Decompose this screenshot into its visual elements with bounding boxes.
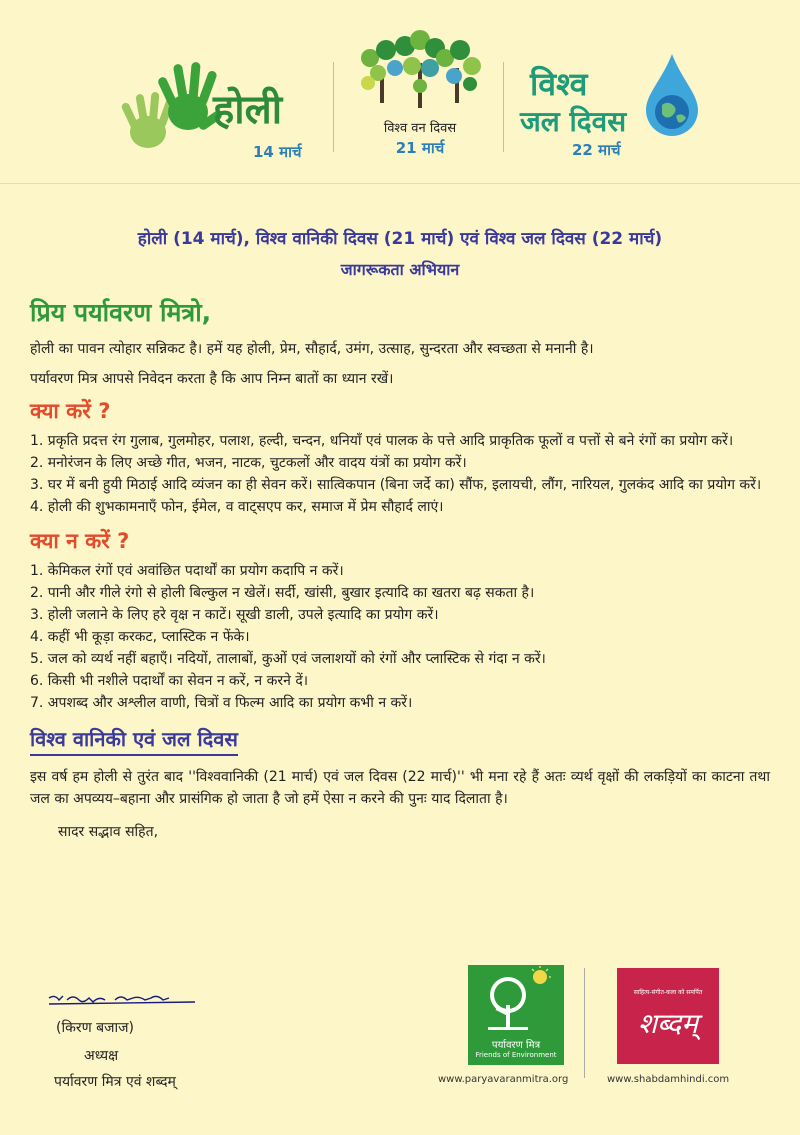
- handwritten-signature: [45, 990, 205, 1016]
- donts-list: [30, 560, 770, 714]
- section2-paragraph: इस वर्ष हम होली से तुरंत बाद ''विश्ववानिकी (21 मार्च) एवं जल दिवस (22 मार्च)'' भी मना रहे हैं अतः व्यर्थ वृक्षों की लकड़ियों का काटना तथा जल का अपव्यय–बहाना और प्रासंगिक हो जाता है जो हमें ऐसा न करने की पुनः याद दिलाता है।: [30, 769, 770, 807]
- campaign-title: होली (14 मार्च), विश्व वानिकी दिवस (21 मार्च) एवं विश्व जल दिवस (22 मार्च): [137, 229, 663, 249]
- letter-body: [30, 226, 770, 841]
- header-divider: [503, 62, 504, 152]
- list-item: 3. होली जलाने के लिए हरे वृक्ष न काटें। सूखी डाली, उपले इत्यादि का प्रयोग करें।: [30, 607, 439, 623]
- signatory-org: पर्यावरण मित्र एवं शब्दम्: [54, 1074, 176, 1090]
- signatory-name: (किरण बजाज): [56, 1020, 134, 1036]
- list-item: 6. किसी भी नशीले पदार्थों का सेवन न करें, न करने दें।: [30, 673, 309, 689]
- forest-day-date: 21 मार्च: [395, 139, 445, 157]
- water-day-word2: जल दिवस: [520, 105, 627, 138]
- signatory-role: अध्यक्ष: [84, 1048, 119, 1064]
- list-item: 1. केमिकल रंगों एवं अवांछित पदार्थों का प्रयोग कदापि न करें।: [30, 563, 344, 579]
- shabdam-url[interactable]: www.shabdamhindi.com: [607, 1074, 730, 1085]
- water-day-date: 22 मार्च: [572, 141, 621, 159]
- list-item: 4. कहीं भी कूड़ा करकट, प्लास्टिक न फेंके।: [30, 629, 250, 645]
- handprint-icon: [118, 52, 228, 162]
- paryavaran-mitra-name: पर्यावरण मित्र: [491, 1040, 541, 1051]
- water-drop-globe-icon: [642, 50, 702, 140]
- trees-icon: [350, 28, 490, 118]
- tree-sun-icon: [468, 965, 564, 1037]
- intro-paragraph: होली का पावन त्योहार सन्निकट है। हमें यह होली, प्रेम, सौहार्द, उमंग, उत्साह, सुन्दरता और स्वच्छता से मनानी है।: [30, 341, 594, 357]
- water-day-logo: [520, 42, 720, 162]
- campaign-subtitle: जागरूकता अभियान: [340, 260, 460, 279]
- list-item: 2. पानी और गीले रंगो से होली बिल्कुल न खेलें। सर्दी, खांसी, बुखार इत्यादि का खतरा बढ़ सकता है।: [30, 585, 535, 601]
- list-item: 7. अपशब्द और अश्लील वाणी, चित्रों व फिल्म आदि का प्रयोग कभी न करें।: [30, 695, 413, 711]
- request-paragraph: पर्यावरण मित्र आपसे निवेदन करता है कि आप निम्न बातों का ध्यान रखें।: [30, 371, 394, 387]
- forest-day-logo: [350, 28, 490, 158]
- dos-heading: क्या करें ?: [30, 399, 111, 423]
- list-item: 4. होली की शुभकामनाएँ फोन, ईमेल, व वाट्सएप कर, समाज में प्रेम सौहार्द लाएं।: [30, 499, 444, 515]
- dos-list: [30, 430, 770, 518]
- forest-day-label: विश्व वन दिवस: [383, 121, 457, 136]
- greeting: प्रिय पर्यावरण मित्रो,: [30, 298, 212, 327]
- list-item: 3. घर में बनी हुयी मिठाई आदि व्यंजन का ही सेवन करें। सात्विकपान (बिना जर्दे का) सौंफ, इलायची, लौंग, नारियल, गुलकंद आदि का प्रयोग करें।: [30, 477, 762, 493]
- holi-title: होली: [213, 87, 283, 133]
- list-item: 2. मनोरंजन के लिए अच्छे गीत, भजन, नाटक, चुटकलों और वादय यंत्रों का प्रयोग करें।: [30, 455, 467, 471]
- section2-heading: विश्व वानिकी एवं जल दिवस: [30, 724, 238, 756]
- header-divider: [333, 62, 334, 152]
- shabdam-logo: [617, 968, 719, 1064]
- holi-logo: [118, 52, 318, 162]
- paryavaran-mitra-url[interactable]: www.paryavaranmitra.org: [438, 1074, 569, 1085]
- holi-date: 14 मार्च: [253, 143, 302, 161]
- shabdam-tagline: साहित्य-संगीत-कला को समर्पित: [633, 989, 703, 996]
- list-item: 1. प्रकृति प्रदत्त रंग गुलाब, गुलमोहर, पलाश, हल्दी, चन्दन, धनियाँ एवं पालक के पत्ते आदि प्राकृतिक फूलों व पत्तों से बने रंगों का प्रयोग करें।: [30, 433, 734, 449]
- water-day-word1: विश्व: [530, 65, 588, 103]
- paryavaran-mitra-tagline: Friends of Environment: [475, 1051, 557, 1059]
- paryavaran-mitra-logo: [468, 965, 564, 1065]
- header-banner: [0, 0, 800, 180]
- shabdam-wordmark: शब्दम्: [638, 1007, 698, 1040]
- donts-heading: क्या न करें ?: [30, 529, 130, 553]
- list-item: 5. जल को व्यर्थ नहीं बहाएँ। नदियों, तालाबों, कुओं एवं जलाशयों को रंगों और प्लास्टिक से गंदा न करें।: [30, 651, 546, 667]
- logo-divider: [584, 968, 585, 1078]
- closing-regards: सादर सद्भाव सहित,: [58, 824, 159, 840]
- header-underline: [0, 183, 800, 184]
